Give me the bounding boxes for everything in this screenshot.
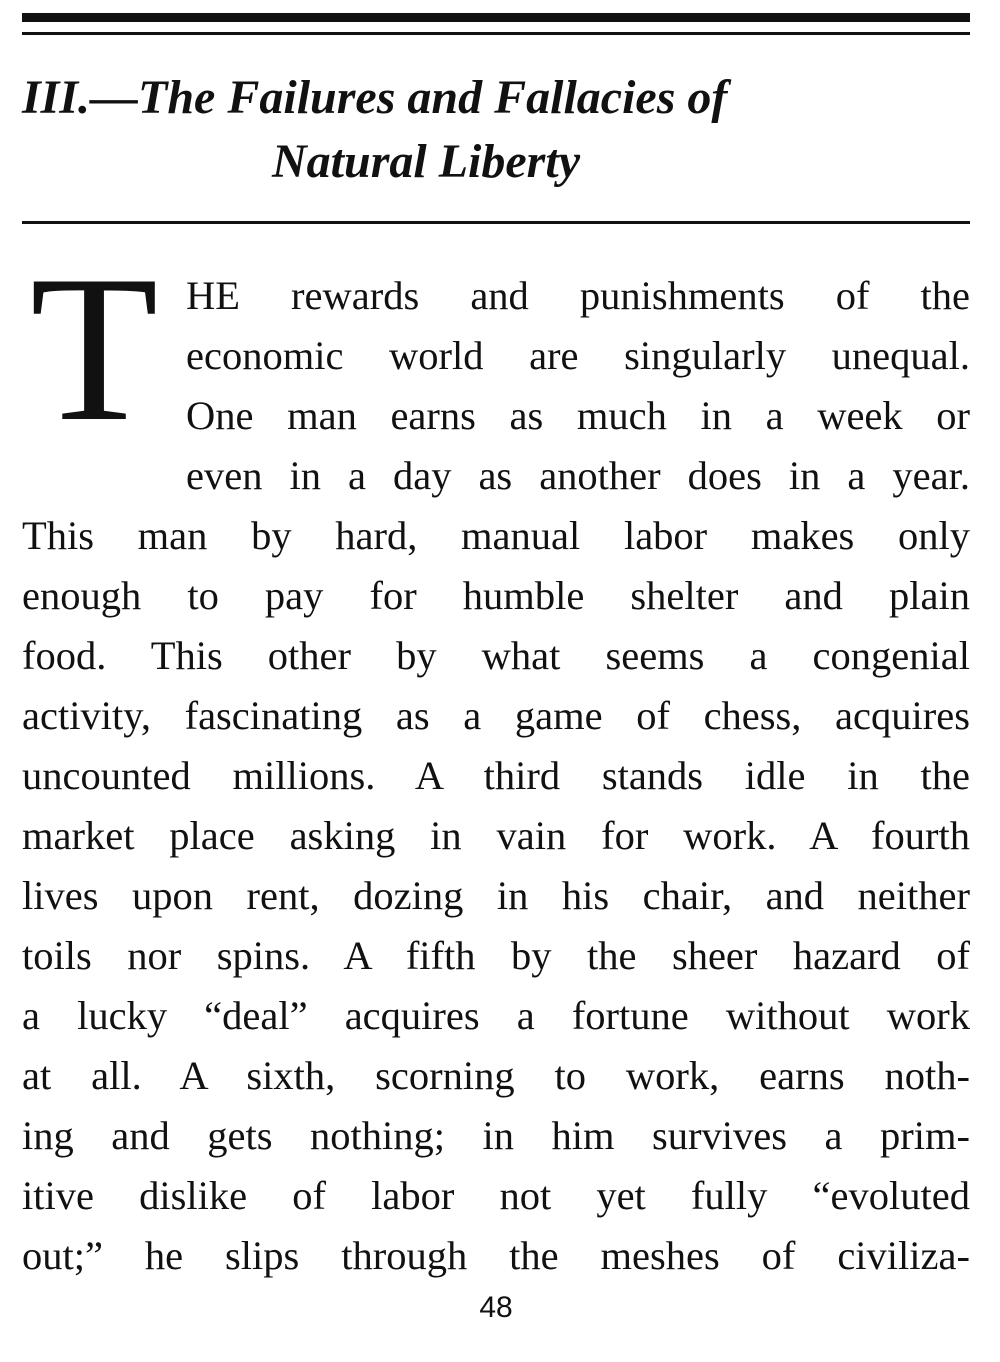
text-line: enough to pay for humble shelter and plain [22,573,970,618]
chapter-title-line-1: III.—The Failures and Fallacies of [22,71,728,124]
text-line: economic world are singularly unequal. [186,333,970,378]
text-line: toils nor spins. A fifth by the sheer hazard of [22,933,970,978]
header-rule-thin [22,32,970,35]
text-line: out;” he slips through the meshes of civiliza- [22,1233,970,1278]
text-line: market place asking in vain for work. A fourth [22,813,970,858]
text-line: even in a day as another does in a year. [186,453,970,498]
text-line: itive dislike of labor not yet fully “evoluted [22,1173,970,1218]
text-line: lives upon rent, dozing in his chair, and neither [22,873,970,918]
text-line: at all. A sixth, scorning to work, earns noth- [22,1053,970,1098]
body-text [22,266,970,1286]
text-line: This man by hard, manual labor makes only [22,513,970,558]
title-rule-bottom [22,221,970,224]
text-line: activity, fascinating as a game of chess, acquires [22,693,970,738]
chapter-title-line-2: Natural Liberty [272,135,580,188]
text-line: One man earns as much in a week or [186,393,970,438]
text-line: food. This other by what seems a congenial [22,633,970,678]
page-number: 48 [479,1291,513,1324]
drop-cap-letter: T [30,233,159,465]
text-line: HE rewards and punishments of the [186,273,970,318]
text-line: a lucky “deal” acquires a fortune without work [22,993,970,1038]
text-line: ing and gets nothing; in him survives a prim- [22,1113,970,1158]
chapter-title [22,66,970,194]
book-page [22,0,970,1362]
header-rule-thick [22,13,970,22]
text-line: uncounted millions. A third stands idle in the [22,753,970,798]
